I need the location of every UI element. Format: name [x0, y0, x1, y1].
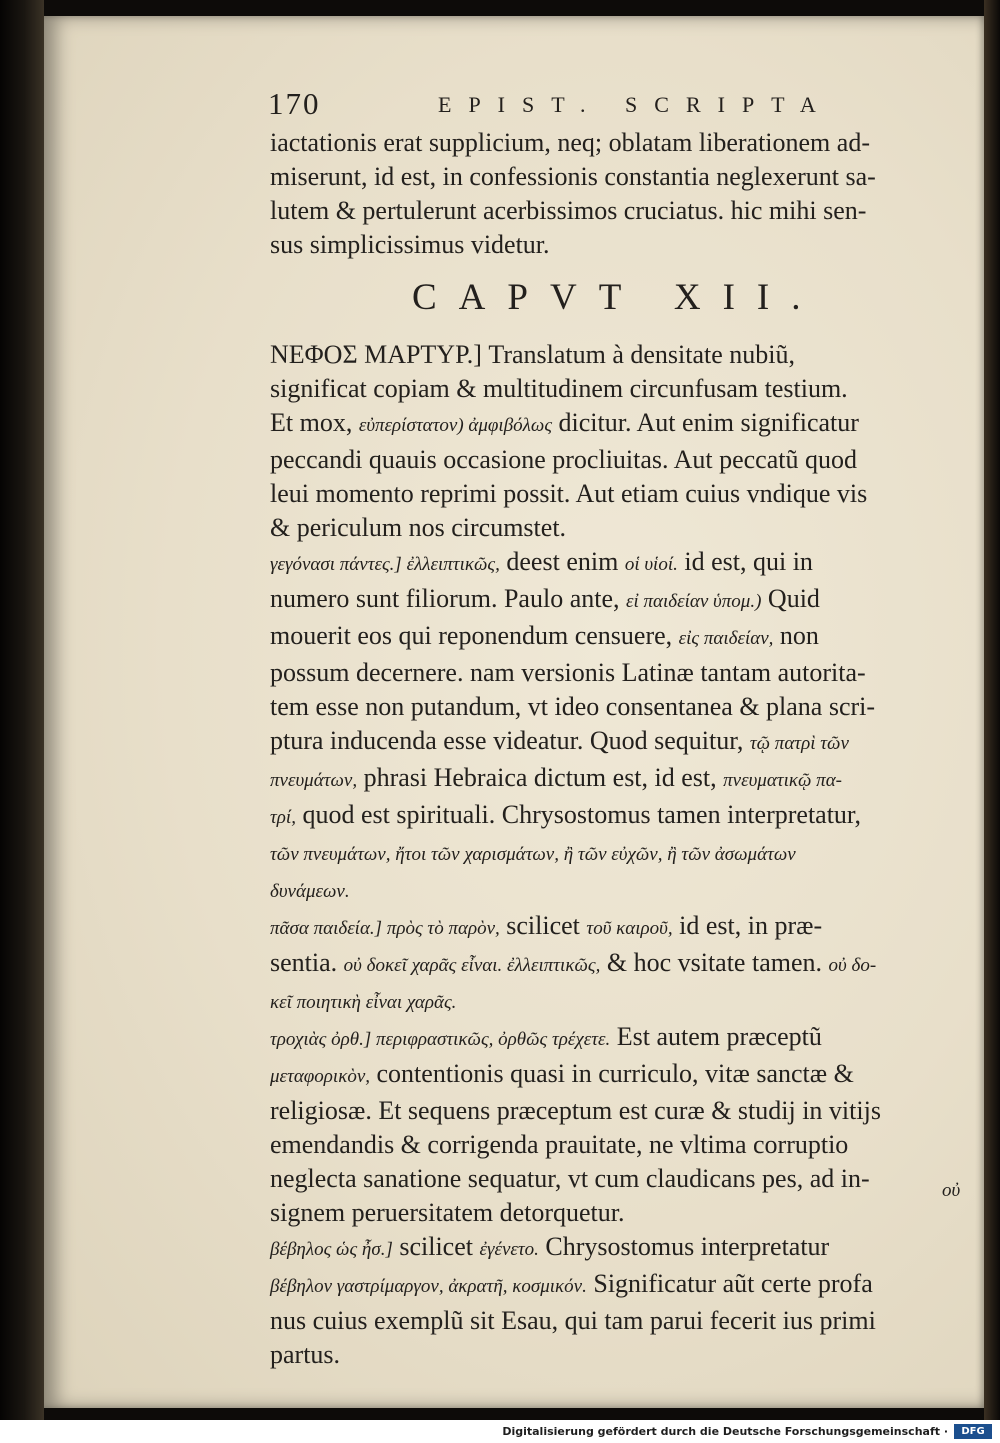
catchword: οὐ	[942, 1180, 961, 1201]
latin-text: phrasi Hebraica dictum est, id est,	[363, 763, 717, 792]
greek-text: τῷ πατρὶ τῶν	[749, 733, 849, 754]
text-line	[270, 909, 970, 946]
book-gutter-left	[0, 0, 44, 1420]
text-line	[270, 511, 970, 545]
greek-text: οὐ δοκεῖ χαρᾶς εἶναι. ἐλλειπτικῶς,	[343, 955, 601, 976]
greek-text: εἰ παιδείαν ὑπομ.)	[626, 591, 762, 612]
latin-text: Est autem præceptũ	[616, 1022, 822, 1051]
latin-text: significat copiam & multitudinem circunfusam testium.	[270, 374, 848, 403]
text-line	[270, 1094, 970, 1128]
latin-text: non	[779, 621, 819, 650]
text-line	[270, 1020, 970, 1057]
text-line	[270, 761, 970, 798]
text-line: sus simplicissimus videtur.	[270, 230, 550, 259]
latin-text: Chrysostomus interpretatur	[545, 1232, 830, 1261]
latin-text: contentionis quasi in curriculo, vitæ sanctæ &	[376, 1059, 854, 1088]
running-head	[268, 86, 958, 122]
text-line	[270, 1338, 970, 1372]
text-line	[270, 1128, 970, 1162]
latin-text: & hoc vsitate tamen.	[606, 948, 823, 977]
latin-text: religiosæ. Et sequens præceptum est curæ & studij in vitijs	[270, 1096, 881, 1125]
text-line	[270, 1057, 970, 1094]
latin-text: mouerit eos qui reponendum censuere,	[270, 621, 673, 650]
greek-text: οἱ υἱοί.	[624, 554, 678, 575]
latin-text: Significatur aũt certe profa	[593, 1269, 873, 1298]
latin-text: & periculum nos circumstet.	[270, 513, 567, 542]
text-line	[270, 724, 970, 761]
text-line: iactationis erat supplicium, neq; oblatam liberationem ad-	[270, 128, 870, 157]
latin-text: id est, in præ-	[679, 911, 823, 940]
text-line	[270, 798, 970, 835]
latin-text: peccandi quauis occasione procliuitas. Aut peccatũ quod	[270, 445, 857, 474]
text-line	[270, 338, 970, 372]
greek-text: οὐ δο-	[828, 955, 877, 976]
text-line	[270, 1267, 970, 1304]
text-line	[270, 477, 970, 511]
greek-text: εἰς παιδείαν,	[678, 628, 774, 649]
text-line: miserunt, id est, in confessionis constantia neglexerunt sa-	[270, 162, 876, 191]
latin-text: ptura inducenda esse videatur. Quod sequitur,	[270, 726, 744, 755]
dfg-logo-icon: DFG	[954, 1424, 992, 1439]
chapter-heading: CAPVT XII.	[412, 277, 823, 318]
greek-text: ἐγένετο.	[479, 1239, 539, 1260]
latin-text: Quid	[767, 584, 820, 613]
greek-text: τοῦ καιροῦ,	[586, 918, 673, 939]
text-line	[270, 1196, 970, 1230]
greek-text: μεταφορικὸν,	[270, 1066, 371, 1087]
greek-text: τῶν πνευμάτων, ἤτοι τῶν χαρισμάτων, ἢ τῶν εὐχῶν, ἢ τῶν ἀσωμάτων	[270, 844, 796, 865]
paragraph-continuation	[270, 126, 970, 262]
text-line	[270, 1162, 970, 1196]
latin-text: signem peruersitatem detorquetur.	[270, 1198, 625, 1227]
greek-text: πνευματικῷ πα-	[723, 770, 842, 791]
latin-text: scilicet	[506, 911, 580, 940]
latin-text: deest enim	[506, 547, 619, 576]
text-line	[270, 582, 970, 619]
text-line	[270, 690, 970, 724]
latin-text: id est, qui in	[684, 547, 813, 576]
greek-text: γεγόνασι πάντες.] ἐλλειπτικῶς,	[270, 554, 500, 575]
book-edge-right	[984, 0, 1000, 1420]
text-line: lutem & pertulerunt acerbissimos cruciatus. hic mihi sen-	[270, 196, 867, 225]
greek-text: βέβηλος ὡς ἦσ.]	[270, 1239, 393, 1260]
chapter-body	[270, 338, 970, 1372]
greek-text: εὐπερίστατον) ἀμφιβόλως	[358, 415, 553, 436]
greek-text: πᾶσα παιδεία.] πρὸς τὸ παρὸν,	[270, 918, 500, 939]
latin-text: leui momento reprimi possit. Aut etiam cuius vndique vis	[270, 479, 868, 508]
page-number: 170	[268, 86, 321, 121]
text-line	[270, 372, 970, 406]
text-line	[270, 983, 970, 1020]
latin-text: numero sunt filiorum. Paulo ante,	[270, 584, 620, 613]
latin-text: neglecta sanatione sequatur, vt cum claudicans pes, ad in-	[270, 1164, 870, 1193]
latin-text: scilicet	[399, 1232, 473, 1261]
greek-text: δυνάμεων.	[270, 881, 350, 902]
greek-text: πνευμάτων,	[270, 770, 358, 791]
latin-text: tem esse non putandum, vt ideo consentanea & plana scri-	[270, 692, 876, 721]
text-line	[270, 406, 970, 443]
latin-text: ΝΕΦΟΣ ΜΑΡΤΥΡ.] Translatum à densitate nubiũ,	[270, 340, 796, 369]
greek-text: βέβηλον γαστρίμαργον, ἀκρατῆ, κοσμικόν.	[270, 1276, 587, 1297]
text-line	[270, 656, 970, 690]
text-line	[270, 946, 970, 983]
text-line	[270, 835, 970, 872]
latin-text: dicitur. Aut enim significatur	[558, 408, 859, 437]
latin-text: quod est spirituali. Chrysostomus tamen interpretatur,	[302, 800, 862, 829]
latin-text: possum decernere. nam versionis Latinæ tantam autorita-	[270, 658, 866, 687]
latin-text: partus.	[270, 1340, 341, 1369]
greek-text: τρί,	[270, 807, 296, 828]
digitization-footer	[0, 1420, 1000, 1443]
greek-text: κεῖ ποιητικὴ εἶναι χαρᾶς.	[270, 992, 457, 1013]
latin-text: nus cuius exemplũ sit Esau, qui tam parui fecerit ius primi	[270, 1306, 876, 1335]
text-line	[270, 872, 970, 909]
funding-credit: Digitalisierung gefördert durch die Deutsche Forschungsgemeinschaft ·	[502, 1425, 948, 1438]
latin-text: emendandis & corrigenda prauitate, ne vltima corruptio	[270, 1130, 849, 1159]
text-line	[270, 545, 970, 582]
text-line	[270, 1304, 970, 1338]
latin-text: sentia.	[270, 948, 338, 977]
text-line	[270, 619, 970, 656]
latin-text: Et mox,	[270, 408, 353, 437]
text-line	[270, 443, 970, 477]
running-title: EPIST. SCRIPTA	[438, 92, 833, 117]
greek-text: τροχιὰς ὀρθ.] περιφραστικῶς, ὀρθῶς τρέχετε.	[270, 1029, 611, 1050]
text-line	[270, 1230, 970, 1267]
